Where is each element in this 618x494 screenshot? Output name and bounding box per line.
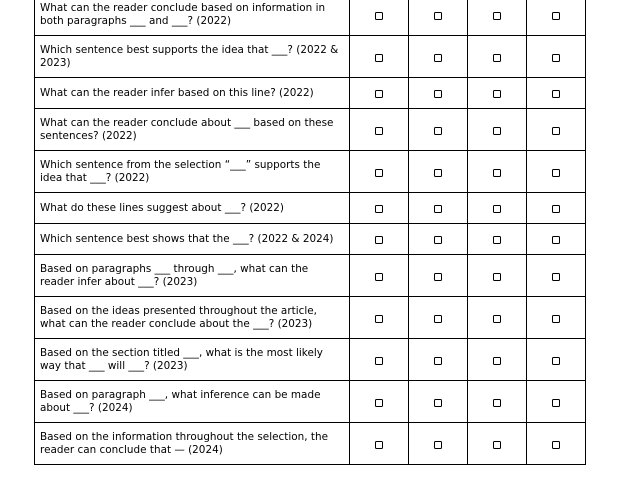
checkbox[interactable]	[434, 399, 442, 407]
checkbox[interactable]	[434, 169, 442, 177]
table-row	[35, 78, 586, 109]
checkbox[interactable]	[552, 90, 560, 98]
question-text: What can the reader conclude about ___ based on these sentences? (2022)	[35, 109, 350, 151]
table-row	[35, 109, 586, 151]
checkbox[interactable]	[434, 441, 442, 449]
checkbox[interactable]	[375, 205, 383, 213]
checkbox[interactable]	[375, 12, 383, 20]
question-text: Which sentence best shows that the ___? (2022 & 2024)	[35, 224, 350, 255]
question-text: What do these lines suggest about ___? (2022)	[35, 193, 350, 224]
table-row	[35, 193, 586, 224]
table-row	[35, 423, 586, 465]
checkbox[interactable]	[493, 205, 501, 213]
checkbox[interactable]	[375, 399, 383, 407]
checkbox[interactable]	[552, 441, 560, 449]
table-row	[35, 0, 586, 36]
checkbox[interactable]	[375, 127, 383, 135]
question-text: Based on the information throughout the selection, the reader can conclude that — (2024)	[35, 423, 350, 465]
checkbox[interactable]	[552, 357, 560, 365]
checkbox[interactable]	[493, 315, 501, 323]
checkbox[interactable]	[552, 399, 560, 407]
checkbox[interactable]	[493, 90, 501, 98]
question-text: Which sentence best supports the idea that ___? (2022 & 2023)	[35, 36, 350, 78]
question-text: Based on paragraph ___, what inference can be made about ___? (2024)	[35, 381, 350, 423]
question-text: Based on paragraphs ___ through ___, what can the reader infer about ___? (2023)	[35, 255, 350, 297]
checkbox[interactable]	[434, 236, 442, 244]
table-row	[35, 339, 586, 381]
checkbox[interactable]	[375, 273, 383, 281]
checkbox[interactable]	[552, 54, 560, 62]
table-row	[35, 36, 586, 78]
checkbox[interactable]	[493, 127, 501, 135]
checkbox[interactable]	[493, 357, 501, 365]
checkbox[interactable]	[375, 54, 383, 62]
question-text: What can the reader conclude based on information in both paragraphs ___ and ___? (2022)	[35, 0, 350, 36]
checkbox[interactable]	[375, 357, 383, 365]
table-row	[35, 151, 586, 193]
checkbox[interactable]	[552, 127, 560, 135]
checkbox[interactable]	[375, 236, 383, 244]
checkbox[interactable]	[552, 12, 560, 20]
checkbox[interactable]	[493, 54, 501, 62]
checkbox[interactable]	[434, 54, 442, 62]
checkbox[interactable]	[552, 236, 560, 244]
question-text: What can the reader infer based on this line? (2022)	[35, 78, 350, 109]
question-text: Based on the section titled ___, what is the most likely way that ___ will ___? (2023)	[35, 339, 350, 381]
checkbox[interactable]	[375, 441, 383, 449]
checkbox[interactable]	[434, 315, 442, 323]
checkbox[interactable]	[434, 90, 442, 98]
question-text: Based on the ideas presented throughout the article, what can the reader conclude about the ___? (2023)	[35, 297, 350, 339]
table-row	[35, 224, 586, 255]
checkbox[interactable]	[493, 12, 501, 20]
question-checklist-table	[34, 0, 586, 465]
table-row	[35, 255, 586, 297]
checkbox[interactable]	[493, 441, 501, 449]
checkbox[interactable]	[552, 315, 560, 323]
question-text: Which sentence from the selection “___” supports the idea that ___? (2022)	[35, 151, 350, 193]
checkbox[interactable]	[434, 273, 442, 281]
checkbox[interactable]	[493, 399, 501, 407]
checkbox[interactable]	[552, 205, 560, 213]
checkbox[interactable]	[434, 357, 442, 365]
checkbox[interactable]	[552, 273, 560, 281]
checkbox[interactable]	[375, 315, 383, 323]
checkbox[interactable]	[493, 273, 501, 281]
checkbox[interactable]	[434, 205, 442, 213]
checkbox[interactable]	[493, 169, 501, 177]
table-row	[35, 297, 586, 339]
table-row	[35, 381, 586, 423]
checkbox[interactable]	[493, 236, 501, 244]
checkbox[interactable]	[375, 169, 383, 177]
checkbox[interactable]	[434, 12, 442, 20]
checkbox[interactable]	[375, 90, 383, 98]
checkbox[interactable]	[434, 127, 442, 135]
checkbox[interactable]	[552, 169, 560, 177]
